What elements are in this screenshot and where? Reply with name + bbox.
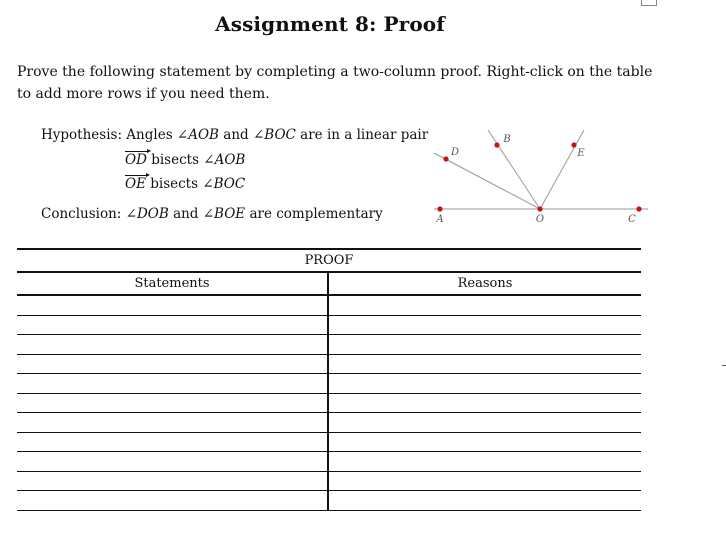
statement-cell[interactable]	[17, 413, 328, 433]
reason-cell[interactable]	[328, 354, 641, 374]
statement-cell[interactable]	[17, 335, 328, 355]
reason-cell[interactable]	[328, 471, 641, 491]
point-b	[494, 142, 499, 147]
point-c	[636, 206, 641, 211]
statement-cell[interactable]	[17, 432, 328, 452]
proof-row[interactable]	[17, 491, 641, 511]
label-a: A	[436, 214, 444, 225]
proof-row[interactable]	[17, 413, 641, 433]
page-corner-marker	[641, 0, 657, 6]
label-d: D	[450, 147, 460, 158]
statement-cell[interactable]	[17, 295, 328, 315]
statement-cell[interactable]	[17, 471, 328, 491]
conclusion-label: Conclusion:	[41, 206, 122, 222]
ray-oe: OE	[125, 176, 146, 192]
point-a	[437, 206, 442, 211]
ray-od-line	[434, 153, 540, 209]
proof-row[interactable]	[17, 295, 641, 315]
and-text: and	[173, 206, 199, 222]
angle-aob: ∠AOB	[176, 127, 219, 143]
proof-row[interactable]	[17, 315, 641, 335]
point-d	[443, 156, 448, 161]
angle-boc-2: ∠BOC	[202, 176, 246, 192]
conclusion-line	[41, 206, 383, 222]
ray-od: OD	[125, 152, 147, 168]
label-e: E	[577, 148, 585, 159]
statement-cell[interactable]	[17, 393, 328, 413]
reason-cell[interactable]	[328, 413, 641, 433]
reason-cell[interactable]	[328, 491, 641, 511]
hypothesis-prefix: Angles	[126, 127, 173, 143]
proof-row[interactable]	[17, 393, 641, 413]
point-e	[571, 142, 576, 147]
hypothesis-label: Hypothesis:	[41, 127, 122, 143]
hypothesis-line-2	[125, 152, 245, 168]
angle-boe: ∠BOE	[202, 206, 246, 222]
instructions-text: Prove the following statement by completing a two-column proof. Right-click on the table to add more rows if you need them.	[17, 64, 653, 102]
proof-row[interactable]	[17, 452, 641, 472]
statement-cell[interactable]	[17, 374, 328, 394]
ray-oe-line	[540, 130, 584, 209]
proof-row[interactable]	[17, 335, 641, 355]
hypothesis-line-1	[41, 127, 428, 143]
assignment-title: Assignment 8: Proof	[215, 12, 445, 36]
linear-pair-text: are in a linear pair	[300, 127, 429, 143]
statement-cell[interactable]	[17, 315, 328, 335]
margin-mark	[722, 365, 726, 366]
label-b: B	[503, 134, 511, 145]
ray-ob-line	[488, 130, 540, 209]
statement-cell[interactable]	[17, 491, 328, 511]
statements-header: Statements	[17, 272, 328, 295]
label-o: O	[535, 214, 545, 225]
reason-cell[interactable]	[328, 335, 641, 355]
hypothesis-line-3	[125, 176, 245, 192]
angle-aob-2: ∠AOB	[203, 152, 246, 168]
reasons-header: Reasons	[328, 272, 641, 295]
statement-cell[interactable]	[17, 354, 328, 374]
reason-cell[interactable]	[328, 315, 641, 335]
bisects-text: bisects	[150, 176, 199, 192]
angle-diagram	[426, 124, 654, 226]
reason-cell[interactable]	[328, 374, 641, 394]
point-o	[537, 206, 542, 211]
reason-cell[interactable]	[328, 432, 641, 452]
bisects-text: bisects	[151, 152, 199, 168]
and-text: and	[223, 127, 249, 143]
statement-cell[interactable]	[17, 452, 328, 472]
proof-row[interactable]	[17, 432, 641, 452]
proof-row[interactable]	[17, 471, 641, 491]
angle-boc: ∠BOC	[252, 127, 296, 143]
proof-table[interactable]	[17, 248, 641, 511]
proof-row[interactable]	[17, 374, 641, 394]
label-c: C	[628, 214, 636, 225]
complementary-text: are complementary	[249, 206, 383, 222]
angle-dob: ∠DOB	[125, 206, 169, 222]
reason-cell[interactable]	[328, 393, 641, 413]
proof-row[interactable]	[17, 354, 641, 374]
proof-caption: PROOF	[17, 249, 641, 272]
reason-cell[interactable]	[328, 452, 641, 472]
reason-cell[interactable]	[328, 295, 641, 315]
